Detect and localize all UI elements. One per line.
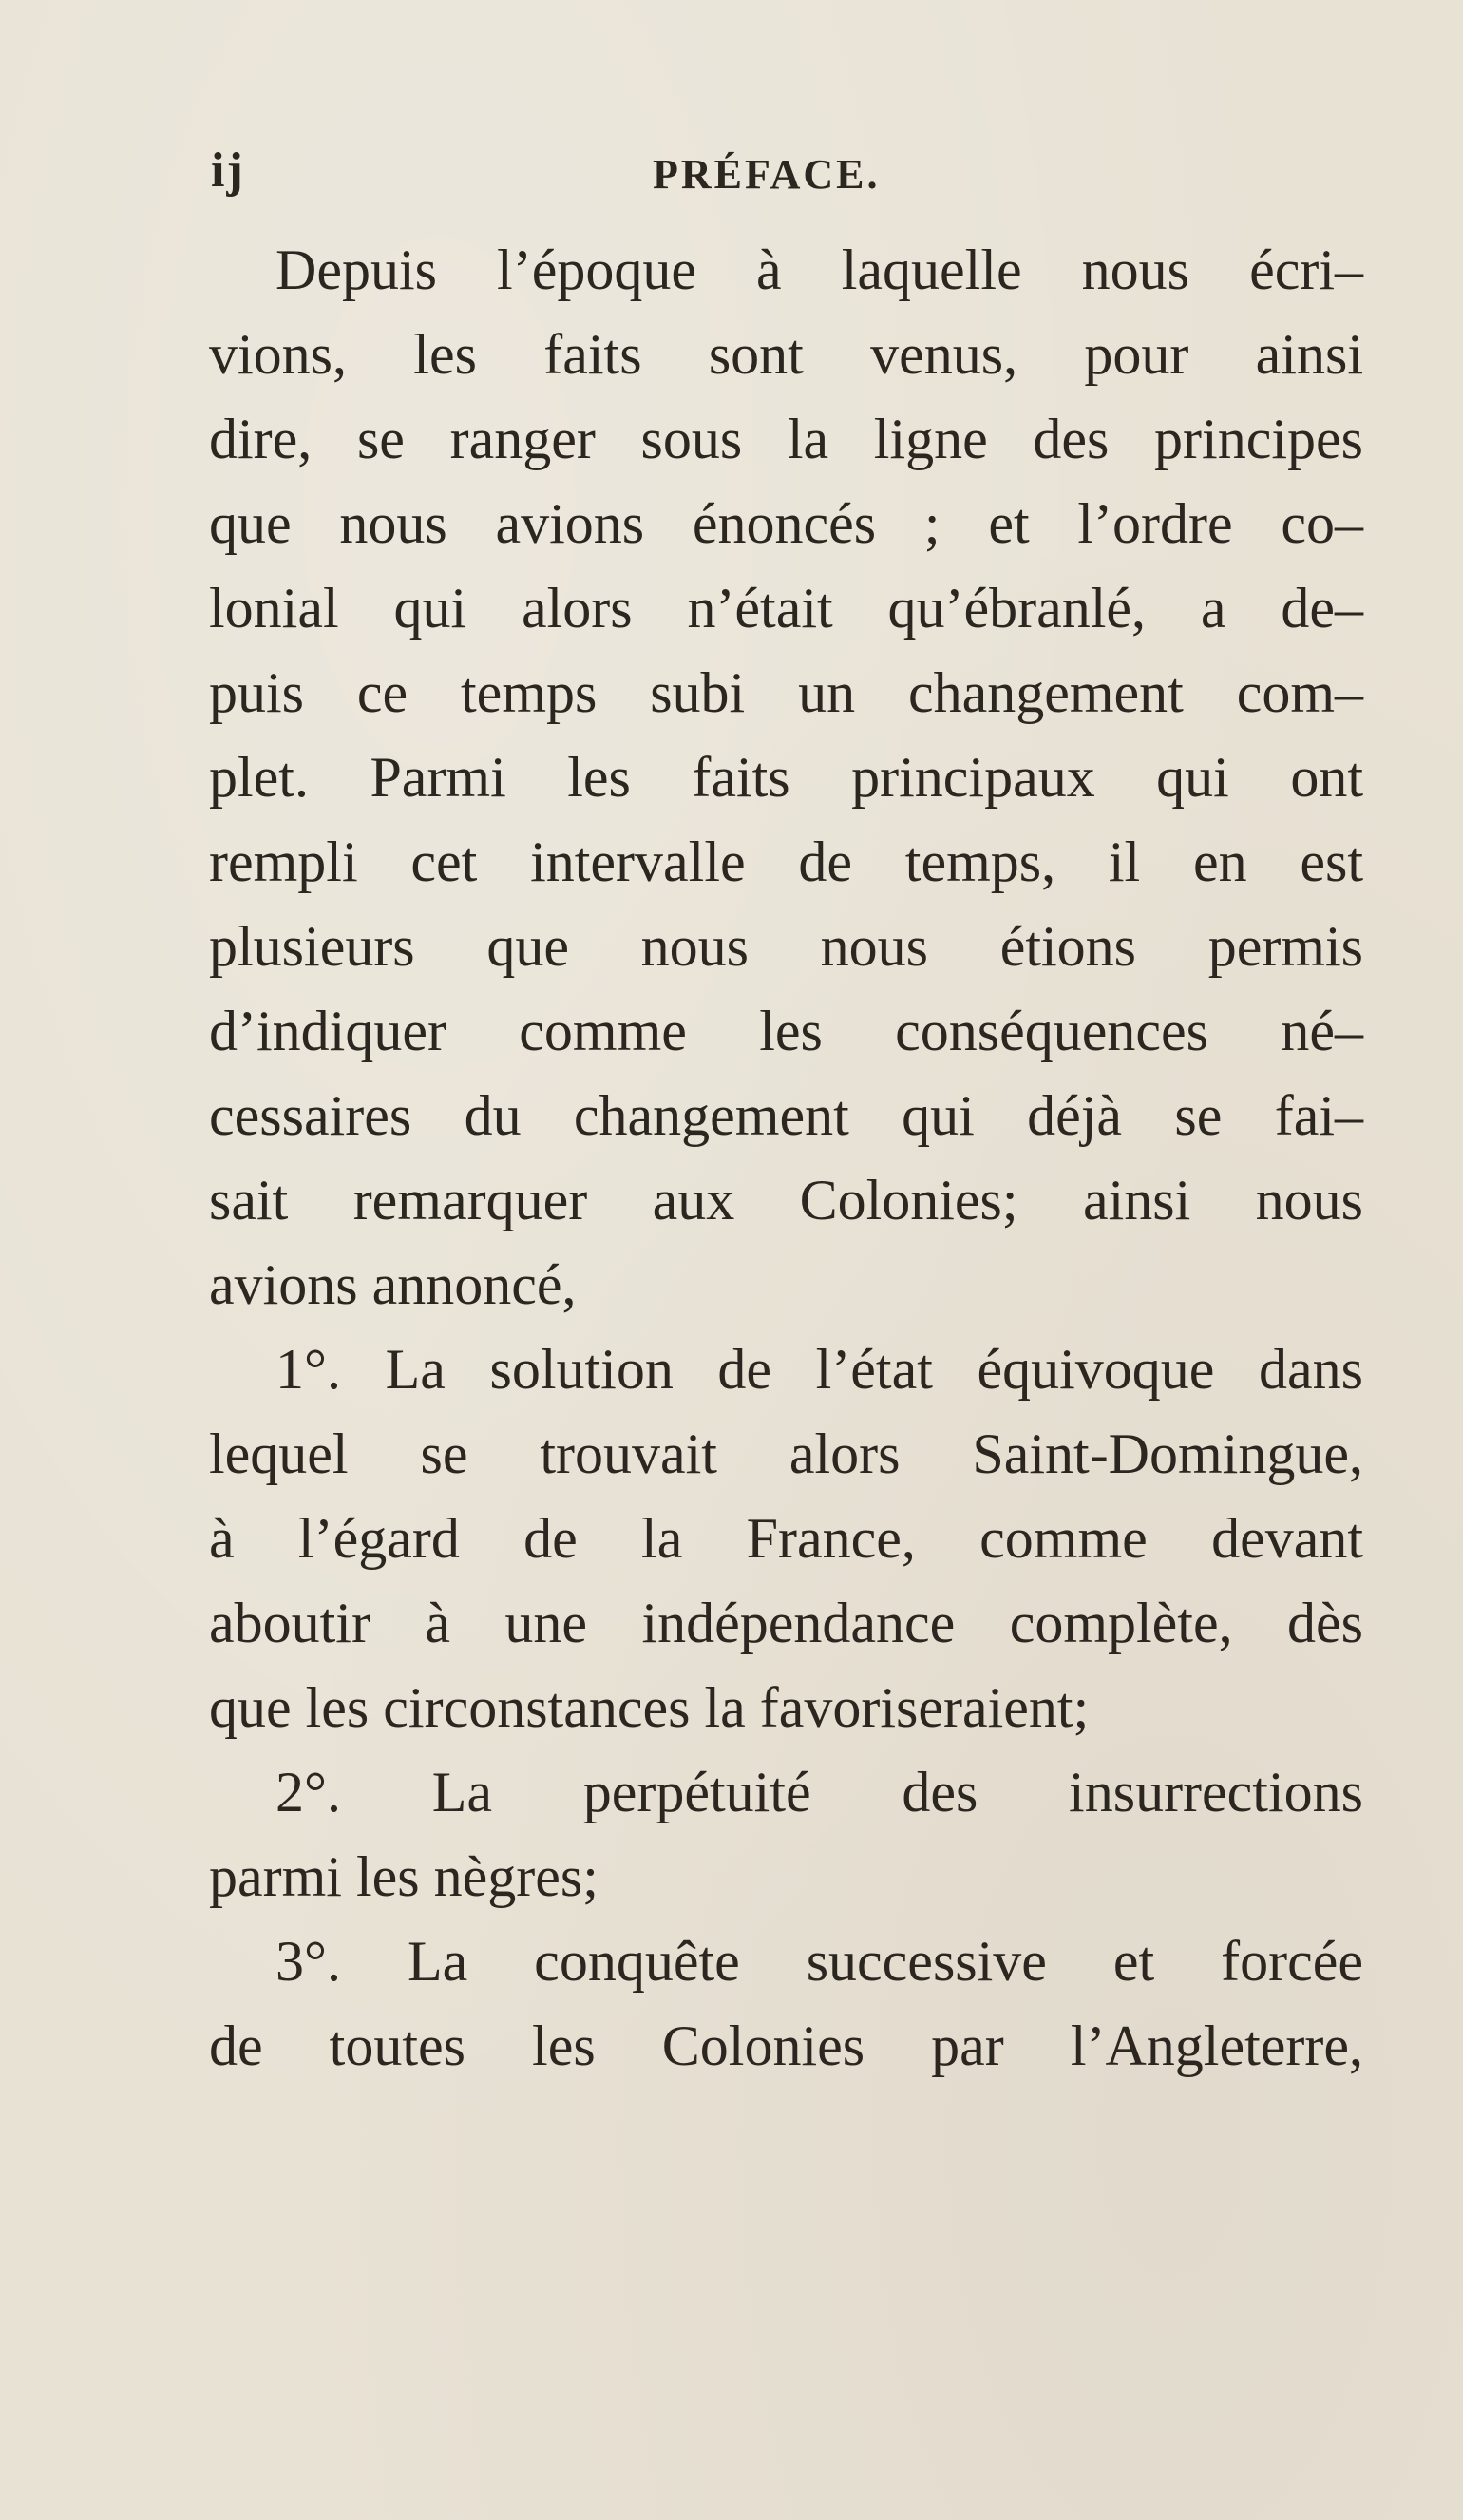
text-line: avions annoncé,: [209, 1253, 577, 1316]
running-head: [211, 143, 1360, 209]
text-line: de toutes les Colonies par l’Angleterre,: [209, 2014, 1363, 2077]
text-line: que nous avions énoncés ; et l’ordre co–: [209, 492, 1363, 555]
text-line: lonial qui alors n’était qu’ébranlé, a de–: [209, 577, 1363, 640]
running-title: PRÉFACE.: [653, 151, 881, 198]
text-line: plet. Parmi les faits principaux qui ont: [209, 746, 1363, 809]
text-line: puis ce temps subi un changement com–: [209, 661, 1363, 724]
text-line: dire, se ranger sous la ligne des principes: [209, 408, 1363, 470]
text-line: Depuis l’époque à laquelle nous écri–: [276, 239, 1363, 301]
text-line: plusieurs que nous nous étions permis: [209, 915, 1363, 978]
page-number: ij: [211, 143, 245, 198]
list-item-2: 2°. La perpétuité des insurrections: [276, 1761, 1363, 1823]
text-line: lequel se trouvait alors Saint-Domingue,: [209, 1422, 1363, 1485]
text-line: d’indiquer comme les conséquences né–: [209, 1000, 1363, 1062]
list-item-3: 3°. La conquête successive et forcée: [276, 1930, 1363, 1993]
text-line: aboutir à une indépendance complète, dès: [209, 1592, 1363, 1654]
list-item-1: 1°. La solution de l’état équivoque dans: [276, 1338, 1363, 1401]
text-line: à l’égard de la France, comme devant: [209, 1507, 1363, 1570]
body-text: [209, 228, 1363, 2089]
text-line: que les circonstances la favoriseraient;: [209, 1676, 1090, 1739]
text-line: parmi les nègres;: [209, 1845, 598, 1908]
text-line: rempli cet intervalle de temps, il en est: [209, 830, 1363, 893]
text-line: vions, les faits sont venus, pour ainsi: [209, 323, 1363, 386]
text-line: sait remarquer aux Colonies; ainsi nous: [209, 1169, 1363, 1231]
text-line: cessaires du changement qui déjà se fai–: [209, 1084, 1363, 1147]
